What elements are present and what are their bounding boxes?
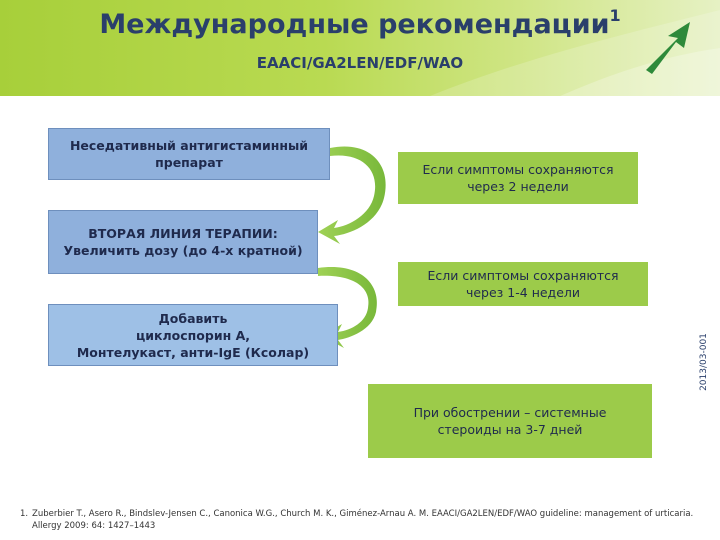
condition-3-box — [368, 384, 652, 458]
condition-3-text: При обострении – системные стероиды на 3-7 дней — [413, 405, 607, 437]
page-subtitle: EAACI/GA2LEN/EDF/WAO — [256, 54, 464, 72]
step-3-box — [48, 304, 338, 366]
footnote-text: Zuberbier T., Asero R., Bindslev-Jensen C., Canonica W.G., Church M. K., Giménez-Arnau A. M. EAACI/GA2LEN/EDF/WAO guideline: management of urticaria. Allergy 2009: 64: 1427–1443 — [32, 509, 694, 531]
side-label: 2013/03-001 — [699, 333, 709, 391]
step-2-box — [48, 210, 318, 274]
footnote-number: 1. — [20, 509, 29, 519]
step-1-box — [48, 128, 330, 180]
title-superscript: 1 — [609, 6, 621, 25]
step-3-text: Добавить циклоспорин А, Монтелукаст, анти-IgE (Ксолар) — [76, 310, 310, 360]
page-title: Международные рекомендации$^1$ — [99, 6, 621, 40]
condition-1-text: Если симптомы сохраняются через 2 недели — [422, 162, 614, 194]
condition-1-box — [398, 152, 638, 204]
condition-2-box — [398, 262, 648, 306]
step-2-text: ВТОРАЯ ЛИНИЯ ТЕРАПИИ: Увеличить дозу (до 4-х кратной) — [63, 226, 303, 258]
footnote — [20, 508, 710, 532]
step-1-text: Неседативный антигистаминный препарат — [69, 138, 309, 170]
condition-2-text: Если симптомы сохраняются через 1-4 недели — [427, 268, 619, 300]
